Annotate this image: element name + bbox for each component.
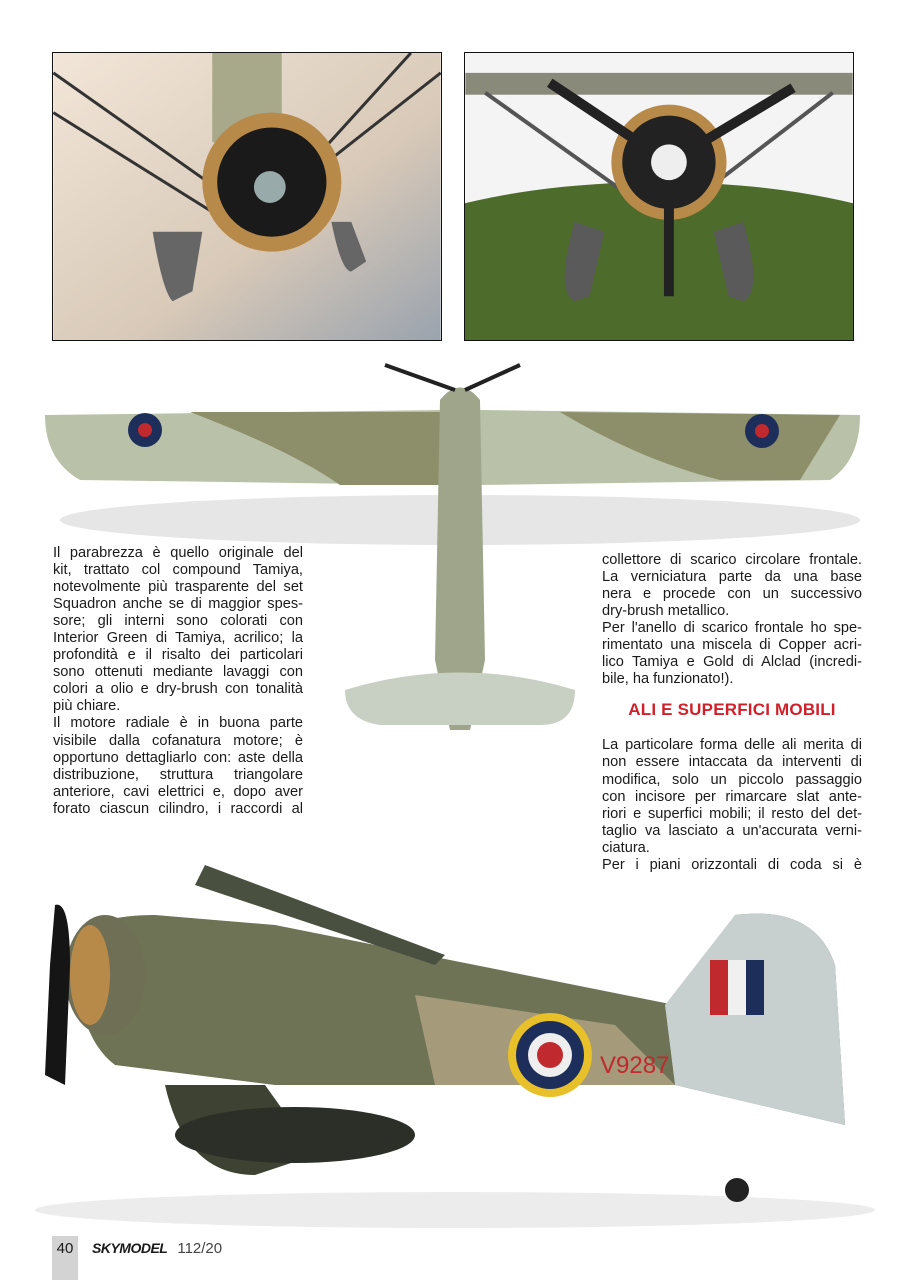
photo-side-view xyxy=(15,855,875,1235)
text-line: kit, trattato col compound Tamiya, xyxy=(53,562,303,579)
text-line: Il parabrezza è quello originale del xyxy=(53,545,303,561)
text-line: dry-brush metallico. xyxy=(602,603,730,620)
text-line: taglio va lasciato a un'accurata verni- xyxy=(602,822,862,839)
text-line: opportuno dettagliarlo con: aste della xyxy=(53,749,303,766)
text-line: Interior Green di Tamiya, acrilico; la xyxy=(53,630,303,647)
side-view-image xyxy=(15,855,875,1235)
text-line: profondità e il risalto dei particolari xyxy=(53,647,303,664)
photo-cowling-closeup xyxy=(52,52,442,341)
text-line: non essere intaccata da interventi di xyxy=(602,754,862,771)
issue-number: 112/20 xyxy=(177,1240,223,1257)
text-line: forato ciascun cilindro, i raccordi al xyxy=(53,800,303,817)
text-line: collettore di scarico circolare frontale. xyxy=(602,552,862,568)
magazine-logo: SKYMODEL xyxy=(92,1240,168,1256)
section-heading: ALI E SUPERFICI MOBILI xyxy=(628,700,836,720)
text-line: ciatura. xyxy=(602,839,650,856)
text-line: distribuzione, struttura triangolare xyxy=(53,766,303,783)
text-line: sono ottenuti mediante lavaggi con xyxy=(53,664,303,681)
text-line: La verniciatura parte da una base xyxy=(602,569,862,586)
text-line: rimentato una miscela di Copper acri- xyxy=(602,637,862,654)
text-line: più chiare. xyxy=(53,698,121,715)
text-line: Il motore radiale è in buona parte xyxy=(53,715,303,732)
text-line: Per i piani orizzontali di coda si è xyxy=(602,856,862,873)
aircraft-serial: V9287 xyxy=(600,1052,670,1079)
text-line: notevolmente più trasparente del set xyxy=(53,579,303,596)
text-line: Per l'anello di scarico frontale ho spe- xyxy=(602,620,862,637)
cowling-closeup-image xyxy=(53,53,441,340)
text-line: La particolare forma delle ali merita di xyxy=(602,737,862,754)
text-line: bile, ha funzionato!). xyxy=(602,671,734,688)
footer-line xyxy=(92,1240,222,1257)
text-line: lico Tamiya e Gold di Alclad (incredi- xyxy=(602,654,862,671)
text-line: visibile dalla cofanatura motore; è xyxy=(53,732,303,749)
photo-front-view xyxy=(464,52,854,341)
text-line: con incisore per rimarcare slat ante- xyxy=(602,788,862,805)
front-view-image xyxy=(465,53,853,340)
text-line: riori e superfici mobili; il resto del det- xyxy=(602,805,862,822)
text-line: colori a olio e dry-brush con tonalità xyxy=(53,681,303,698)
text-line: sore; gli interni sono colorati con xyxy=(53,613,303,630)
text-line: anteriore, cavi elettrici e, dopo aver xyxy=(53,783,303,800)
text-line: nera e procede con un successivo xyxy=(602,586,862,603)
text-line: modifica, solo un piccolo passaggio xyxy=(602,771,862,788)
text-line: Squadron anche se di maggior spes- xyxy=(53,596,303,613)
page-number: 40 xyxy=(52,1236,78,1280)
right-text-column xyxy=(602,552,862,874)
left-text-column xyxy=(53,545,303,818)
